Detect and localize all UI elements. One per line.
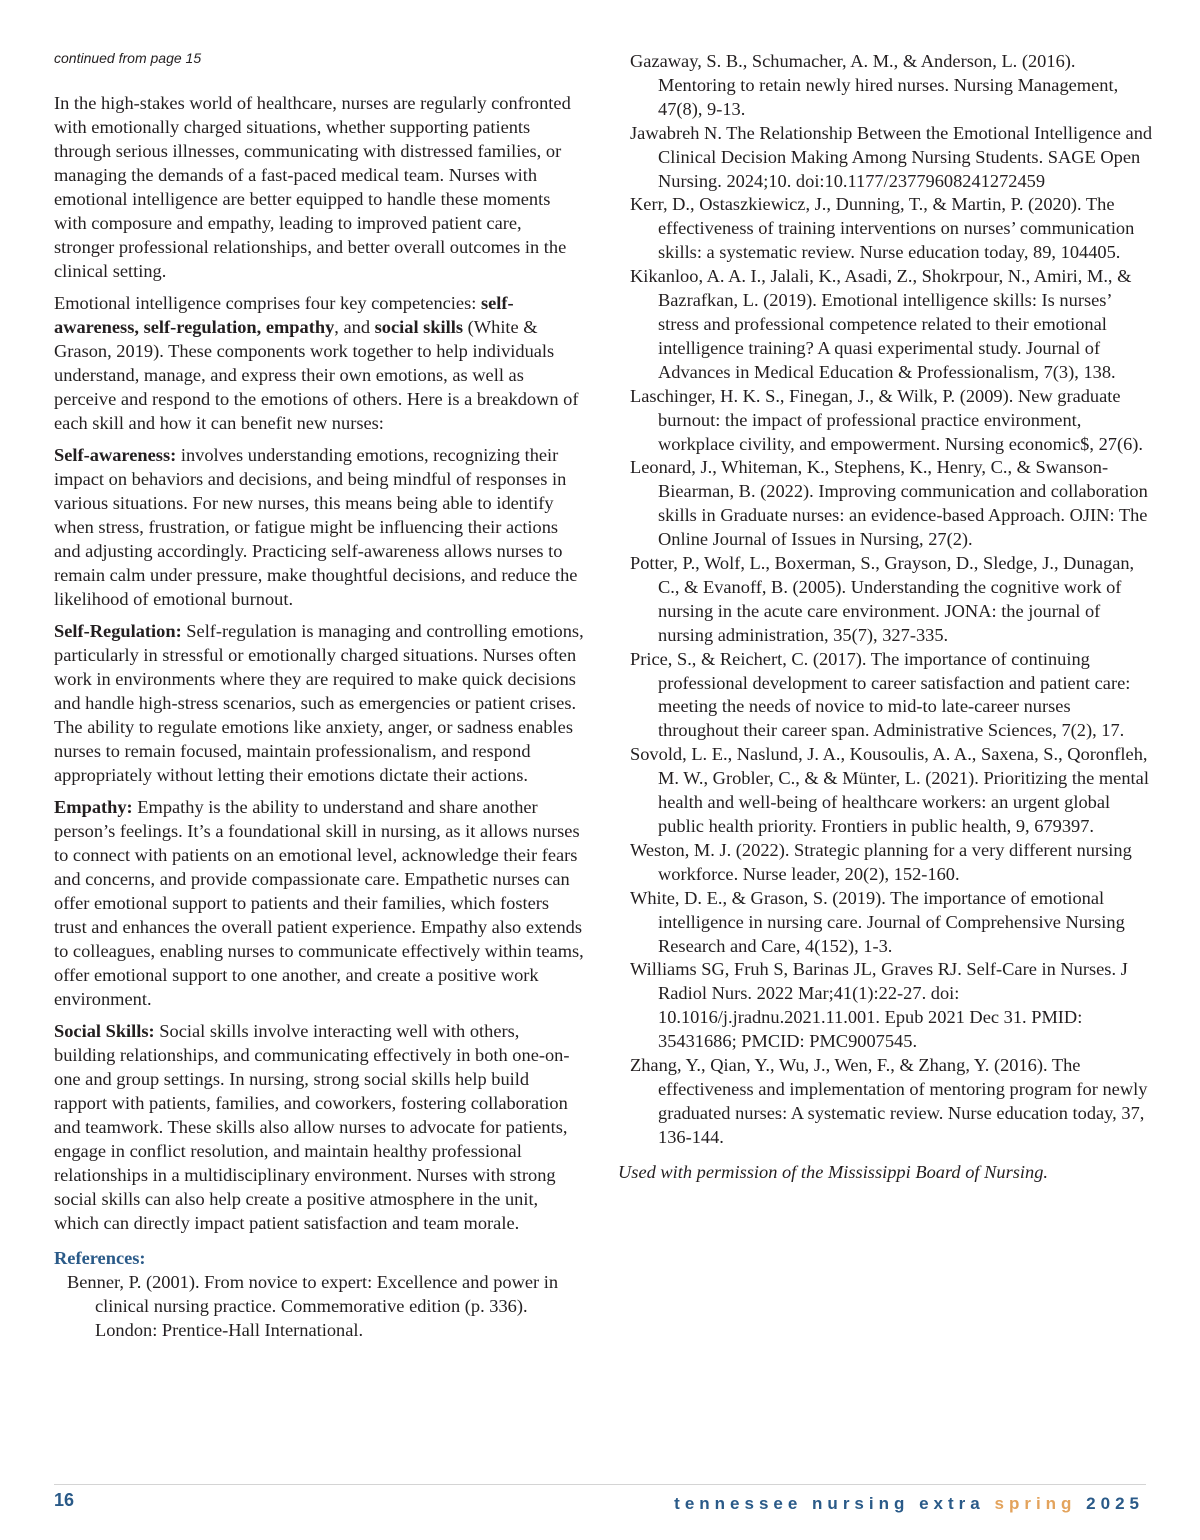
self-awareness-paragraph: [54, 443, 584, 611]
competencies-paragraph: [54, 291, 584, 435]
reference-entry: Leonard, J., Whiteman, K., Stephens, K., Henry, C., & Swanson-Biearman, B. (2022). Improving communication and collaboration skills in Graduate nurses: an evidence-based Approach. OJIN: The Online Journal of Issues in Nursing, 27(2).: [630, 457, 1148, 550]
self-regulation-paragraph: [54, 619, 584, 787]
publication-year: 2025: [1086, 1494, 1144, 1513]
reference-entry: White, D. E., & Grason, S. (2019). The importance of emotional intelligence in nursing care. Journal of Comprehensive Nursing Research and Care, 4(152), 1-3.: [630, 887, 1125, 956]
reference-entry: Zhang, Y., Qian, Y., Wu, J., Wen, F., & Zhang, Y. (2016). The effectiveness and implementation of mentoring program for newly graduated nurses: A systematic review. Nurse education today, 37, 136-144.: [630, 1055, 1148, 1147]
self-regulation-term: Self-Regulation:: [54, 621, 182, 641]
right-column: [618, 50, 1155, 1184]
publication-masthead: [674, 1494, 1144, 1514]
competencies-bold-2: social skills: [374, 317, 464, 337]
self-awareness-term: Self-awareness:: [54, 445, 177, 465]
social-skills-text: Social skills involve interacting well with others, building relationships, and communicating effectively in both one-on-one and group settings. In nursing, strong social skills help build rapport with patients, families, and coworkers, fostering collaboration and teamwork. These skills also allow nurses to advocate for patients, engage in conflict resolution, and maintain healthy professional relationships in a multidisciplinary environment. Nurses with strong social skills can also help create a positive atmosphere in the unit, which can directly impact patient satisfaction and team morale.: [54, 1021, 570, 1233]
footer-divider: [54, 1484, 1146, 1485]
publication-name: tennessee nursing extra: [674, 1494, 985, 1513]
references-left-list: [54, 1271, 584, 1343]
reference-entry: Price, S., & Reichert, C. (2017). The importance of continuing professional development to career satisfaction and patient care: meeting the needs of novice to mid-to late-career nurses throughout their career span. Administrative Sciences, 7(2), 17.: [630, 648, 1131, 741]
left-column: [54, 50, 584, 1343]
competencies-lead: Emotional intelligence comprises four key competencies:: [54, 293, 481, 313]
social-skills-paragraph: [54, 1019, 584, 1235]
reference-entry: Kikanloo, A. A. I., Jalali, K., Asadi, Z., Shokrpour, N., Amiri, M., & Bazrafkan, L. (2019). Emotional intelligence skills: Is nurses’ stress and professional competence related to their emotional intelligence training? A quasi experimental study. Journal of Advances in Medical Education & Professionalism, 7(3), 138.: [630, 266, 1132, 382]
reference-entry: Benner, P. (2001). From novice to expert: Excellence and power in clinical nursing practice. Commemorative edition (p. 336). London: Prentice-Hall International.: [67, 1272, 559, 1340]
references-right-list: [630, 50, 1155, 1150]
intro-paragraph: In the high-stakes world of healthcare, nurses are regularly confronted with emotionally charged situations, whether supporting patients through serious illnesses, communicating with distressed families, or managing the demands of a fast-paced medical team. Nurses with emotional intelligence are better equipped to handle these moments with composure and empathy, leading to improved patient care, stronger professional relationships, and better overall outcomes in the clinical setting.: [54, 93, 571, 281]
empathy-term: Empathy:: [54, 797, 133, 817]
social-skills-term: Social Skills:: [54, 1021, 155, 1041]
empathy-text: Empathy is the ability to understand and share another person’s feelings. It’s a foundational skill in nursing, as it allows nurses to connect with patients on an emotional level, acknowledge their fears and concerns, and provide compassionate care. Empathetic nurses can offer emotional support to patients and their families, which fosters trust and enhances the overall patient experience. Empathy also extends to colleagues, enabling nurses to communicate effectively within teams, offer emotional support to one another, and create a positive work environment.: [54, 797, 584, 1009]
publication-season: spring: [994, 1494, 1077, 1513]
reference-entry: Weston, M. J. (2022). Strategic planning for a very different nursing workforce. Nurse leader, 20(2), 152-160.: [630, 839, 1132, 884]
page-number: 16: [54, 1490, 75, 1510]
reference-entry: Gazaway, S. B., Schumacher, A. M., & Anderson, L. (2016). Mentoring to retain newly hired nurses. Nursing Management, 47(8), 9-13.: [630, 51, 1119, 119]
permission-note: Used with permission of the Mississippi Board of Nursing.: [618, 1161, 1048, 1182]
competencies-mid: , and: [334, 317, 375, 337]
self-regulation-text: Self-regulation is managing and controlling emotions, particularly in stressful or emotionally charged situations. Nurses often work in environments where they are required to make quick decisions and handle high-stress scenarios, such as emergencies or patient crises. The ability to regulate emotions like anxiety, anger, or sadness enables nurses to remain focused, maintain professionalism, and respond appropriately without letting their emotions dictate their actions.: [54, 621, 584, 785]
reference-entry: Williams SG, Fruh S, Barinas JL, Graves RJ. Self-Care in Nurses. J Radiol Nurs. 2022 Mar;41(1):22-27. doi: 10.1016/j.jradnu.2021.11.001. Epub 2021 Dec 31. PMID: 35431686; PMCID: PMC9007545.: [630, 959, 1128, 1052]
reference-entry: Laschinger, H. K. S., Finegan, J., & Wilk, P. (2009). New graduate burnout: the impact of professional practice environment, workplace civility, and empowerment. Nursing economic$, 27(6).: [630, 385, 1143, 454]
reference-entry: Kerr, D., Ostaszkiewicz, J., Dunning, T., & Martin, P. (2020). The effectiveness of training interventions on nurses’ communication skills: a systematic review. Nurse education today, 89, 104405.: [630, 194, 1135, 263]
empathy-paragraph: [54, 795, 584, 1011]
reference-entry: Jawabreh N. The Relationship Between the Emotional Intelligence and Clinical Decision Making Among Nursing Students. SAGE Open Nursing. 2024;10. doi:10.1177/23779608241272459: [630, 122, 1153, 191]
reference-entry: Sovold, L. E., Naslund, J. A., Kousoulis, A. A., Saxena, S., Qoronfleh, M. W., Grobler, C., & & Münter, L. (2021). Prioritizing the mental health and well-being of healthcare workers: an urgent global public health priority. Frontiers in public health, 9, 679397.: [630, 744, 1149, 836]
references-heading: References:: [54, 1248, 146, 1268]
continued-note: continued from page 15: [54, 50, 202, 66]
reference-entry: Potter, P., Wolf, L., Boxerman, S., Grayson, D., Sledge, J., Dunagan, C., & Evanoff, B. (2005). Understanding the cognitive work of nursing in the acute care environment. JONA: the journal of nursing administration, 35(7), 327-335.: [630, 553, 1135, 645]
competencies-tail: (White & Grason, 2019). These components work together to help individuals understand, manage, and express their own emotions, as well as perceive and respond to the emotions of others. Here is a breakdown of each skill and how it can benefit new nurses:: [54, 317, 579, 433]
self-awareness-text: involves understanding emotions, recognizing their impact on behaviors and decisions, and being mindful of responses in various situations. For new nurses, this means being able to identify when stress, frustration, or fatigue might be influencing their actions and adjusting accordingly. Practicing self-awareness allows nurses to remain calm under pressure, make thoughtful decisions, and reduce the likelihood of emotional burnout.: [54, 445, 578, 609]
competencies-bold-1: self-awareness, self-regulation, empathy: [54, 293, 514, 337]
